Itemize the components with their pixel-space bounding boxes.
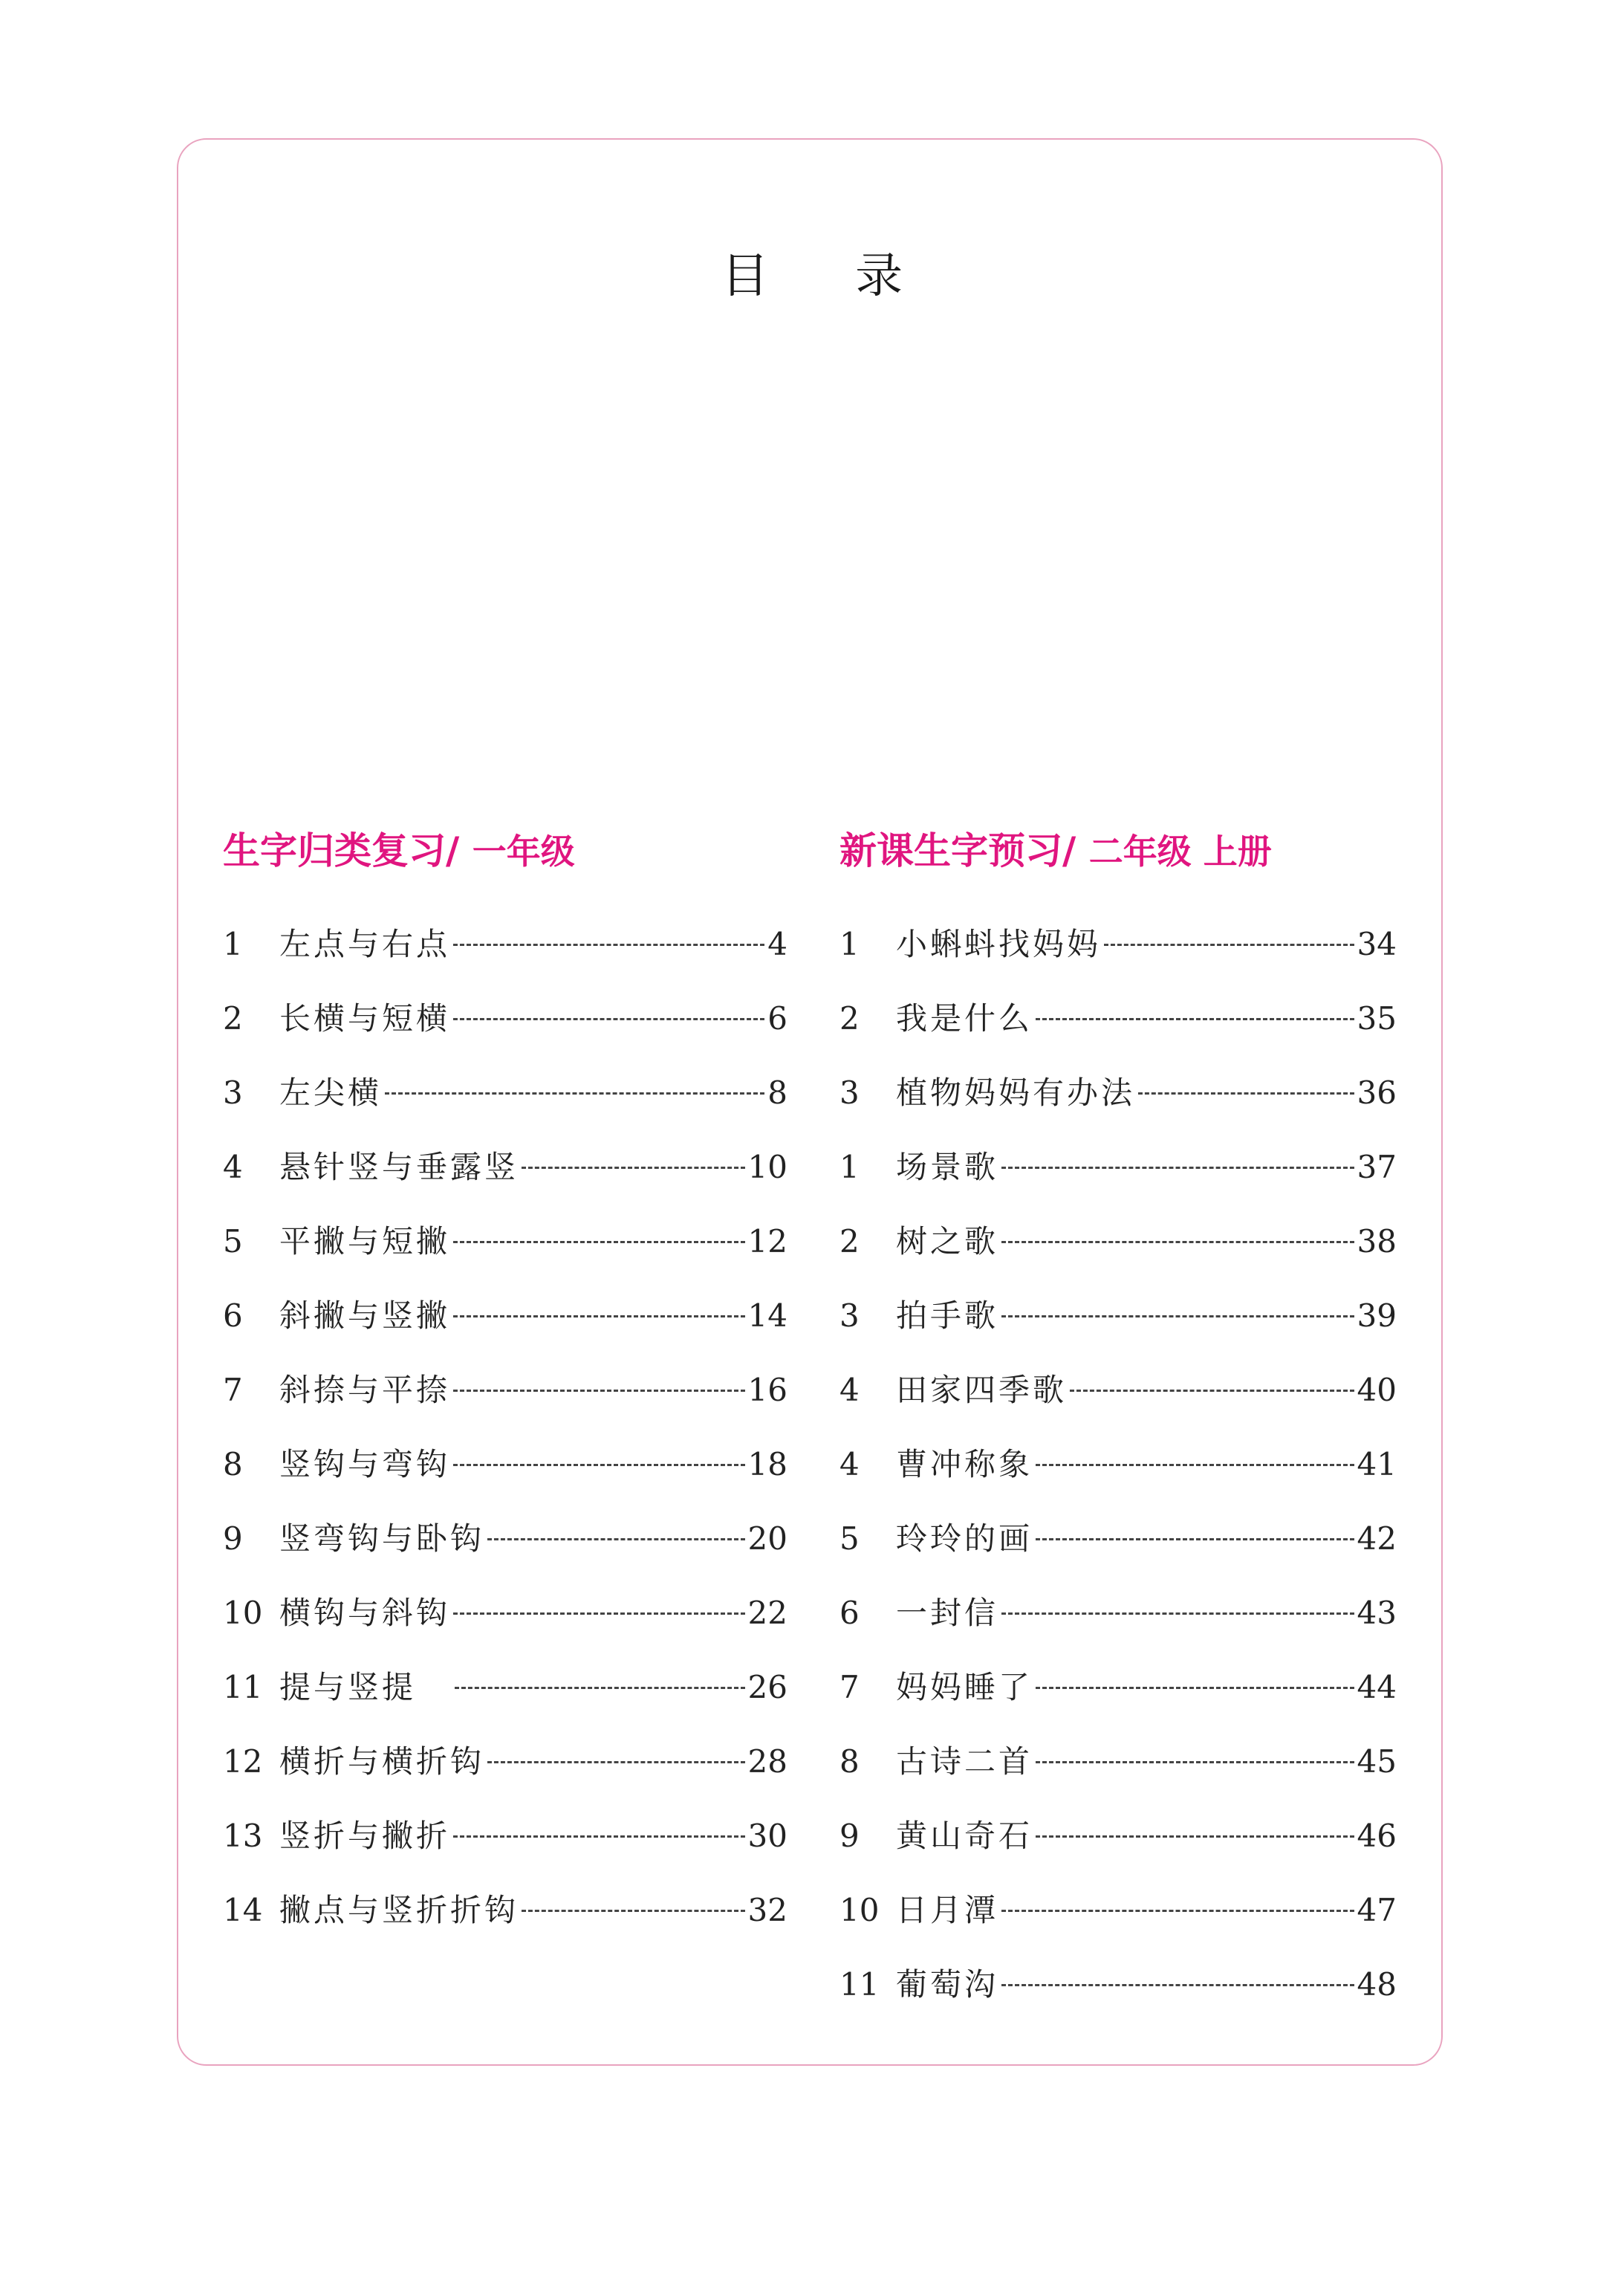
toc-entry[interactable] (223, 1427, 787, 1502)
toc-entry[interactable] (839, 1873, 1397, 1948)
dot-leader (522, 1167, 745, 1169)
section-title: 生字归类复习/ (223, 829, 460, 872)
toc-label: 一封信 (896, 1595, 999, 1631)
toc-label: 横折与横折钩 (279, 1743, 485, 1780)
toc-page-number: 46 (1357, 1818, 1397, 1854)
toc-entry[interactable] (839, 1279, 1397, 1353)
toc-label: 植物妈妈有办法 (896, 1074, 1136, 1111)
toc-label: 平撇与短撇 (279, 1223, 451, 1260)
toc-number: 3 (223, 1074, 243, 1111)
toc-label: 横钩与斜钩 (279, 1595, 451, 1631)
toc-label: 撇点与竖折折钩 (279, 1892, 519, 1928)
toc-list-right (839, 907, 1397, 2022)
toc-page-number: 35 (1357, 1000, 1397, 1037)
toc-number: 5 (223, 1223, 243, 1260)
toc-page-number: 44 (1357, 1669, 1397, 1705)
toc-page-number: 47 (1357, 1892, 1397, 1928)
toc-entry[interactable] (223, 1353, 787, 1427)
toc-number: 7 (839, 1669, 860, 1705)
dot-leader (453, 1464, 745, 1466)
toc-number: 3 (839, 1074, 860, 1111)
dot-leader (453, 1390, 745, 1392)
toc-label: 竖折与撇折 (279, 1818, 451, 1854)
dot-leader (1070, 1390, 1354, 1392)
dot-leader (453, 1241, 745, 1243)
dot-leader (1001, 1241, 1354, 1243)
toc-page-number: 8 (767, 1074, 787, 1111)
toc-label: 葡萄沟 (896, 1966, 999, 2003)
toc-page-number: 20 (747, 1520, 787, 1557)
toc-entry[interactable] (223, 1279, 787, 1353)
toc-entry[interactable] (839, 1502, 1397, 1576)
toc-number: 2 (223, 1000, 243, 1037)
toc-page-number: 14 (747, 1297, 787, 1334)
toc-label: 小蝌蚪找妈妈 (896, 926, 1102, 962)
toc-entry[interactable] (223, 1502, 787, 1576)
toc-number: 13 (223, 1818, 263, 1854)
toc-number: 10 (223, 1595, 263, 1631)
toc-entry[interactable] (223, 1130, 787, 1205)
toc-number: 1 (839, 1149, 860, 1185)
dot-leader (453, 1835, 745, 1838)
toc-column-left (223, 821, 787, 1948)
section-heading-right (839, 821, 1397, 881)
section-title: 新课生字预习/ (839, 829, 1076, 872)
dot-leader (453, 944, 764, 946)
toc-page-number: 45 (1357, 1743, 1397, 1780)
toc-number: 6 (223, 1297, 243, 1334)
toc-number: 5 (839, 1520, 860, 1557)
toc-label: 妈妈睡了 (896, 1669, 1033, 1705)
toc-number: 8 (839, 1743, 860, 1780)
toc-number: 9 (223, 1520, 243, 1557)
toc-entry[interactable] (839, 1799, 1397, 1873)
dot-leader (1036, 1464, 1354, 1466)
toc-entry[interactable] (223, 1205, 787, 1279)
toc-page-number: 28 (747, 1743, 787, 1780)
dot-leader (1104, 944, 1354, 946)
dot-leader (522, 1910, 745, 1912)
dot-leader (1001, 1167, 1354, 1169)
toc-label: 竖弯钩与卧钩 (279, 1520, 485, 1557)
toc-page-number: 48 (1357, 1966, 1397, 2003)
toc-page-number: 40 (1357, 1372, 1397, 1408)
section-grade: 一年级 (472, 832, 575, 872)
toc-label: 日月潭 (896, 1892, 999, 1928)
toc-entry[interactable] (839, 1130, 1397, 1205)
toc-entry[interactable] (839, 1427, 1397, 1502)
dot-leader (1036, 1018, 1354, 1020)
dot-leader (1138, 1092, 1354, 1095)
toc-label: 场景歌 (896, 1149, 999, 1185)
toc-entry[interactable] (839, 1576, 1397, 1650)
toc-label: 斜撇与竖撇 (279, 1297, 451, 1334)
dot-leader (487, 1538, 745, 1540)
toc-page-number: 12 (747, 1223, 787, 1260)
toc-list-left (223, 907, 787, 1948)
toc-number: 9 (839, 1818, 860, 1854)
toc-label: 黄山奇石 (896, 1818, 1033, 1854)
toc-number: 14 (223, 1892, 263, 1928)
toc-number: 12 (223, 1743, 263, 1780)
toc-entry[interactable] (223, 1799, 787, 1873)
toc-label: 树之歌 (896, 1223, 999, 1260)
toc-number: 10 (839, 1892, 880, 1928)
toc-page-number: 39 (1357, 1297, 1397, 1334)
dot-leader (1001, 1612, 1354, 1615)
toc-entry[interactable] (839, 982, 1397, 1056)
toc-number: 7 (223, 1372, 243, 1408)
toc-page-number: 22 (747, 1595, 787, 1631)
toc-page-number: 18 (747, 1446, 787, 1482)
toc-page-number: 26 (747, 1669, 787, 1705)
toc-page-number: 41 (1357, 1446, 1397, 1482)
toc-number: 11 (839, 1966, 880, 2003)
toc-number: 6 (839, 1595, 860, 1631)
toc-entry[interactable] (223, 1056, 787, 1130)
toc-number: 3 (839, 1297, 860, 1334)
toc-label: 斜捺与平捺 (279, 1372, 451, 1408)
toc-page-number: 16 (747, 1372, 787, 1408)
toc-label: 左点与右点 (279, 926, 451, 962)
dot-leader (385, 1092, 764, 1095)
toc-entry[interactable] (223, 982, 787, 1056)
toc-number: 4 (839, 1372, 860, 1408)
toc-entry[interactable] (839, 1650, 1397, 1725)
toc-number: 1 (223, 926, 243, 962)
page-title: 目 录 (721, 249, 939, 304)
toc-number: 11 (223, 1669, 263, 1705)
toc-label: 玲玲的画 (896, 1520, 1033, 1557)
dot-leader (1036, 1538, 1354, 1540)
toc-number: 8 (223, 1446, 243, 1482)
toc-page-number: 30 (747, 1818, 787, 1854)
toc-label: 古诗二首 (896, 1743, 1033, 1780)
toc-entry[interactable] (839, 1056, 1397, 1130)
toc-entry[interactable] (839, 1948, 1397, 2022)
dot-leader (453, 1612, 745, 1615)
dot-leader (487, 1761, 745, 1763)
toc-number: 4 (839, 1446, 860, 1482)
dot-leader (455, 1687, 745, 1689)
toc-entry[interactable] (839, 1205, 1397, 1279)
toc-entry[interactable] (223, 1873, 787, 1948)
dot-leader (1001, 1984, 1354, 1986)
dot-leader (453, 1018, 764, 1020)
toc-label: 提与竖提 (279, 1669, 417, 1705)
dot-leader (1036, 1687, 1354, 1689)
toc-number: 1 (839, 926, 860, 962)
toc-page-number: 36 (1357, 1074, 1397, 1111)
toc-page-number: 4 (767, 926, 787, 962)
toc-label: 长横与短横 (279, 1000, 451, 1037)
toc-label: 悬针竖与垂露竖 (279, 1149, 519, 1185)
toc-column-right (839, 821, 1397, 2022)
toc-page-number: 42 (1357, 1520, 1397, 1557)
dot-leader (1001, 1910, 1354, 1912)
toc-page-number: 38 (1357, 1223, 1397, 1260)
toc-number: 4 (223, 1149, 243, 1185)
section-grade: 二年级 上册 (1088, 832, 1272, 872)
toc-label: 竖钩与弯钩 (279, 1446, 451, 1482)
toc-page-number: 10 (747, 1149, 787, 1185)
toc-entry[interactable] (223, 1576, 787, 1650)
toc-page-number: 37 (1357, 1149, 1397, 1185)
toc-page-number: 43 (1357, 1595, 1397, 1631)
dot-leader (453, 1315, 745, 1317)
toc-label: 拍手歌 (896, 1297, 999, 1334)
toc-entry[interactable] (223, 1725, 787, 1799)
toc-label: 我是什么 (896, 1000, 1033, 1037)
toc-label: 曹冲称象 (896, 1446, 1033, 1482)
toc-page-number: 32 (747, 1892, 787, 1928)
toc-number: 2 (839, 1000, 860, 1037)
toc-entry[interactable] (223, 907, 787, 982)
section-heading-left (223, 821, 787, 881)
dot-leader (1036, 1835, 1354, 1838)
toc-entry[interactable] (839, 1725, 1397, 1799)
toc-page-number: 6 (767, 1000, 787, 1037)
toc-entry[interactable] (839, 1353, 1397, 1427)
toc-entry[interactable] (223, 1650, 787, 1725)
toc-number: 2 (839, 1223, 860, 1260)
toc-label: 田家四季歌 (896, 1372, 1068, 1408)
toc-entry[interactable] (839, 907, 1397, 982)
toc-label: 左尖横 (279, 1074, 383, 1111)
toc-page-number: 34 (1357, 926, 1397, 962)
dot-leader (1001, 1315, 1354, 1317)
dot-leader (1036, 1761, 1354, 1763)
